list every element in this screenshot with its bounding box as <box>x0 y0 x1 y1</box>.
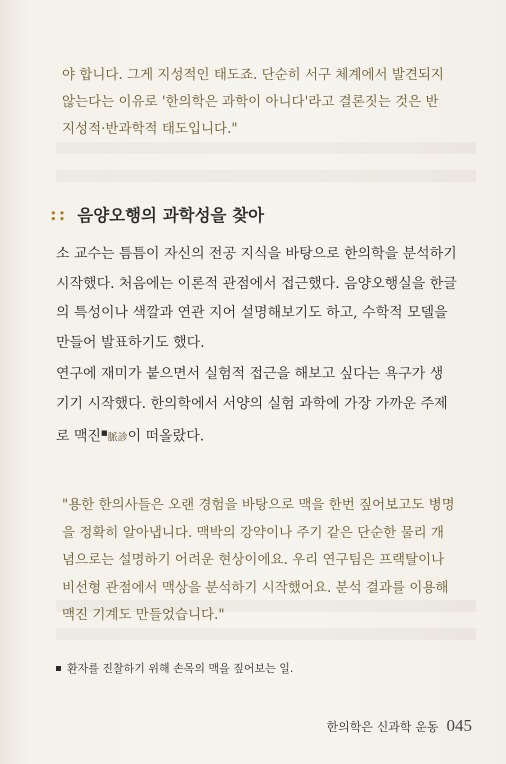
body-line <box>56 419 476 453</box>
section-title: 음양오행의 과학성을 찾아 <box>77 206 265 225</box>
body-line: 소 교수는 틈틈이 자신의 전공 지식을 바탕으로 한의학을 분석하기 <box>56 246 457 262</box>
quote-line: 않는다는 이유로 '한의학은 과학이 아니다'라고 결론짓는 것은 반 <box>62 94 439 110</box>
hanja-term: 脈診 <box>107 432 128 444</box>
quote-line: 을 정확히 알아냅니다. 맥박의 강약이나 주기 같은 단순한 물리 개 <box>62 524 444 541</box>
bleed-through <box>56 628 476 640</box>
section-mark-icon: :: <box>50 203 68 225</box>
quote-line: 맥진 기계도 만들었습니다." <box>62 607 225 623</box>
body-paragraph-2 <box>56 360 476 453</box>
body-line: 의 특성이나 색깔과 연관 지어 설명해보기도 하고, 수학적 모델을 <box>56 305 448 321</box>
body-line: 기기 시작했다. 한의학에서 서양의 실험 과학에 가장 가까운 주제 <box>56 395 448 412</box>
footnote-marker-icon: ■ <box>101 429 108 437</box>
body-paragraph-1 <box>56 240 476 358</box>
footnote-text: 환자를 진찰하기 위해 손목의 맥을 짚어보는 일. <box>67 662 294 675</box>
section-heading <box>50 200 450 228</box>
quote-line: 지성적·반과학적 태도입니다." <box>62 121 238 137</box>
running-title: 한의학은 신과학 운동 <box>326 720 439 734</box>
footnote <box>56 660 476 676</box>
body-line: 연구에 재미가 붙으면서 실험적 접근을 해보고 싶다는 욕구가 생 <box>56 366 444 382</box>
quote-line: 비선형 관점에서 맥상을 분석하기 시작했어요. 분석 결과를 이용해 <box>62 579 449 596</box>
body-text-fragment: 로 맥진 <box>56 428 102 445</box>
body-line: 시작했다. 처음에는 이론적 관점에서 접근했다. 음양오행실을 한글 <box>56 275 457 292</box>
bleed-through <box>56 170 476 182</box>
quote-line: "용한 한의사들은 오랜 경험을 바탕으로 맥을 한번 짚어보고도 병명 <box>62 497 455 513</box>
footnote-square-icon <box>56 666 61 671</box>
quote-top <box>62 62 472 143</box>
page-number: 045 <box>446 716 472 735</box>
quote-line: 념으로는 설명하기 어려운 현상이에요. 우리 연구팀은 프랙탈이나 <box>62 552 445 568</box>
quote-bottom <box>62 492 472 630</box>
page-footer <box>327 716 472 736</box>
quote-line: 야 합니다. 그게 지성적인 태도죠. 단순히 서구 체계에서 발견되지 <box>62 67 444 83</box>
bleed-through <box>56 142 476 154</box>
body-text-fragment: 이 떠올랐다. <box>127 428 205 445</box>
body-line: 만들어 발표하기도 했다. <box>56 334 205 351</box>
